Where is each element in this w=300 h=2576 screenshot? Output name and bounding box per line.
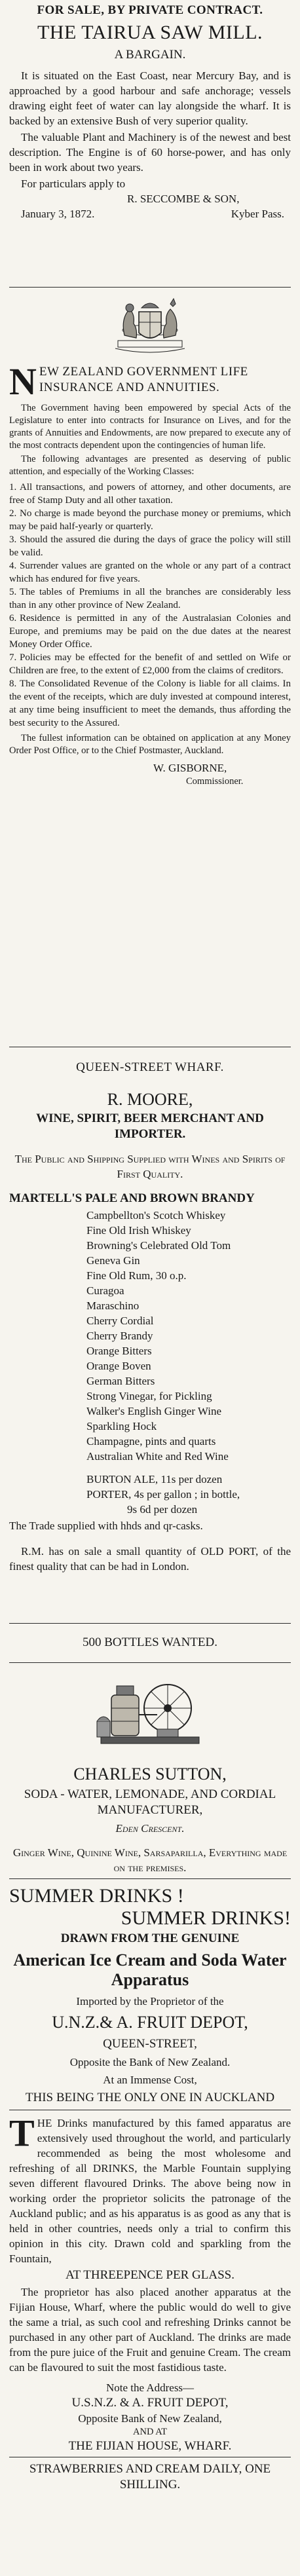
ad1-date-row: [9, 206, 291, 221]
ad2-para2: The following advantages are presented as deserving of public attention, and especially of the Working Classes:: [9, 454, 291, 477]
list-item: Strong Vinegar, for Pickling: [86, 1390, 212, 1402]
list-item: Cherry Brandy: [86, 1330, 153, 1342]
ad5-h2: SUMMER DRINKS!: [121, 1907, 291, 1929]
list-item: German Bitters: [86, 1375, 155, 1387]
ad3-bottles: 500 BOTTLES WANTED.: [83, 1635, 217, 1649]
list-item: Maraschino: [86, 1299, 140, 1312]
ad5-only: THIS BEING THE ONLY ONE IN AUCKLAND: [25, 2091, 275, 2104]
ad1-subtitle: A BARGAIN.: [114, 48, 186, 62]
soda-machine-engraving: [9, 1669, 291, 1761]
ad2-title: EW ZEALAND GOVERNMENT LIFE INSURANCE AND ANNUITIES.: [39, 365, 248, 394]
ad5-addr3: THE FIJIAN HOUSE, WHARF.: [68, 2439, 232, 2453]
list-item: Browning's Celebrated Old Tom: [86, 1239, 231, 1252]
list-item: Curagoa: [86, 1284, 124, 1297]
list-item: Fine Old Rum, 30 o.p.: [86, 1269, 187, 1282]
ad5-body: HE Drinks manufactured by this famed apparatus are extensively used throughout the world, and particularly recommended as being the most wholesome and refreshing of all DRINKS, the Marble Fountain supplying seven different flavoured Drinks. The above being now in working order the proprietor solicits the patronage of the Auckland public; and as his apparatus is as good as any that is held in other countries, needs only a trial to confirm this opinion in this city. Drawn cold and sparkling from the Fountain,: [9, 2117, 291, 2265]
list-item: 2. No charge is made beyond the purchase money or premiums, which may be paid half-yearly or quarterly.: [9, 508, 291, 532]
list-item: Australian White and Red Wine: [86, 1450, 229, 1463]
ad1-particulars: For particulars apply to: [21, 177, 126, 190]
ad-charles-sutton: [9, 1669, 291, 1875]
ad5-opposite: Opposite the Bank of New Zealand.: [69, 2056, 231, 2068]
ad5-note: Note the Address—: [105, 2381, 195, 2394]
ad5-addr2: Opposite Bank of New Zealand,: [78, 2412, 222, 2425]
ad4-trade: SODA - WATER, LEMONADE, AND CORDIAL MANUFACTURER,: [24, 1787, 276, 1817]
ad1-signer: R. SECCOMBE & SON,: [127, 193, 240, 205]
list-item: 3. Should the assured die during the days of grace the policy will still be valid.: [9, 534, 291, 558]
divider: [9, 287, 291, 288]
ad2-advantages-list: [9, 481, 291, 730]
list-item: 6. Residence is permitted in any of the Australasian Colonies and Europe, and premiums may be paid on the due dates at the nearest Money Order Office.: [9, 613, 291, 650]
list-item: 8. The Consolidated Revenue of the Colony is liable for all claims. In the event of the receipts, which are duly invested at compound interest, at any time being insufficient to meet the demands, thus affording the best security to the Assured.: [9, 679, 291, 728]
ad3-trade: WINE, SPIRIT, BEER MERCHANT AND IMPORTER.: [36, 1111, 264, 1141]
ad3-porter-2: 9s 6d per dozen: [127, 1503, 198, 1516]
ad4-name: CHARLES SUTTON,: [73, 1764, 227, 1783]
list-item: Fine Old Irish Whiskey: [86, 1224, 191, 1237]
ad3-trade-supply: The Trade supplied with hhds and qr-casks.: [9, 1520, 203, 1532]
ad4-address: Eden Crescent.: [115, 1822, 185, 1835]
ad3-porter: PORTER, 4s per gallon ; in bottle,: [86, 1488, 240, 1501]
list-item: Champagne, pints and quarts: [86, 1435, 216, 1447]
ad2-title-dropcap: N: [9, 364, 37, 398]
list-item: Walker's English Ginger Wine: [86, 1405, 222, 1417]
divider: [9, 1878, 291, 1879]
divider: [9, 1623, 291, 1624]
ad3-wharf: QUEEN-STREET WHARF.: [76, 1060, 224, 1074]
ad5-h4: American Ice Cream and Soda Water Apparatus: [13, 1951, 287, 1989]
ad5-depot: U.N.Z.& A. FRUIT DEPOT,: [52, 2013, 248, 2032]
ad3-product-list: [9, 1208, 291, 1464]
ad-government-life-insurance: [9, 292, 291, 788]
ad1-date: January 3, 1872.: [21, 208, 95, 220]
ad3-burton: BURTON ALE, 11s per dozen: [86, 1473, 223, 1485]
ad-tairua-saw-mill: [9, 3, 291, 221]
ad2-title-block: [9, 364, 291, 398]
ad2-signer-title: Commissioner.: [186, 776, 244, 787]
ad5-cost: At an Immense Cost,: [103, 2074, 197, 2086]
ad1-heading: FOR SALE, BY PRIVATE CONTRACT.: [37, 3, 263, 17]
ad5-h1: SUMMER DRINKS !: [9, 1885, 184, 1907]
list-item: 1. All transactions, and powers of attorney, and other documents, are free of Stamp Duty and all other taxation.: [9, 482, 291, 506]
ad5-imported: Imported by the Proprietor of the: [76, 1995, 224, 2007]
ad3-name: R. MOORE,: [107, 1090, 193, 1109]
ad5-h3: DRAWN FROM THE GENUINE: [60, 1932, 240, 1945]
ad2-footer: The fullest information can be obtained on application at any Money Order Post Office, or to the Chief Postmaster, Auckland.: [9, 733, 291, 756]
ad5-body2: The proprietor has also placed another apparatus at the Fijian House, Wharf, where the public would do well to give the same a trial, as such cool and refreshing Drinks cannot be purchased in any other part of Auckland. The drinks are made from the pure juice of the Fruit and genuine Cream. The cream can be flavoured to suit the most fastidious taste.: [9, 2286, 291, 2374]
ad-bottles-wanted: [9, 1635, 291, 1651]
ad-r-moore: [9, 1060, 291, 1574]
ad5-price: AT THREEPENCE PER GLASS.: [66, 2268, 234, 2282]
ad5-body-block: [9, 2116, 291, 2266]
list-item: Geneva Gin: [86, 1254, 140, 1267]
list-item: 5. The tables of Premiums in all the branches are considerably less than in any other province of New Zealand.: [9, 587, 291, 610]
ad5-and-at: AND AT: [133, 2427, 167, 2437]
list-item: Orange Boven: [86, 1360, 151, 1372]
ad-summer-drinks: [9, 1885, 291, 2493]
ad2-signer: W. GISBORNE,: [153, 762, 227, 774]
list-item: 4. Surrender values are granted on the whole or any part of a contract which has endured for five years.: [9, 561, 291, 584]
ad1-address: Kyber Pass.: [231, 208, 284, 220]
ad1-title: THE TAIRUA SAW MILL.: [37, 22, 263, 43]
coat-of-arms-engraving: [9, 292, 291, 364]
ad2-para1: The Government having been empowered by special Acts of the Legislature to enter into contracts for Insurance on Lives, and for the grants of Annuities and Endowments, are now prepared to execute any of the most contracts dependent upon the contingencies of human life.: [9, 403, 291, 451]
list-item: Orange Bitters: [86, 1345, 152, 1357]
ad5-closing: STRAWBERRIES AND CREAM DAILY, ONE SHILLING.: [29, 2462, 271, 2492]
ad3-lead: MARTELL'S PALE AND BROWN BRANDY: [9, 1191, 255, 1205]
list-item: Sparkling Hock: [86, 1420, 157, 1432]
list-item: Cherry Cordial: [86, 1315, 154, 1327]
ad5-addr1: U.S.N.Z. & A. FRUIT DEPOT,: [71, 2396, 229, 2410]
divider: [9, 1662, 291, 1663]
ad1-para1: It is situated on the East Coast, near Mercury Bay, and is approached by a good harbour and safe anchorage; vessels drawing eight feet of water can lay alongside the wharf. It is backed by an extensive Bush of very superior quality.: [9, 69, 291, 127]
ad3-notice: R.M. has on sale a small quantity of OLD PORT, of the finest quality that can be had in London.: [9, 1545, 291, 1573]
ad1-para2: The valuable Plant and Machinery is of the newest and best description. The Engine is of 60 horse-power, and has only been in work about two years.: [9, 131, 291, 174]
list-item: Campbellton's Scotch Whiskey: [86, 1209, 226, 1222]
ad5-body-dropcap: T: [9, 2116, 35, 2154]
ad5-street: QUEEN-STREET,: [103, 2037, 197, 2051]
ad4-line: Ginger Wine, Quinine Wine, Sarsaparilla, Everything made on the premises.: [12, 1846, 288, 1874]
ad3-supply: The Public and Shipping Supplied with Wines and Spirits of First Quality.: [14, 1153, 286, 1180]
list-item: 7. Policies may be effected for the benefit of and settled on Wife or Children are free, to the extent of £2,000 from the claims of creditors.: [9, 652, 291, 676]
